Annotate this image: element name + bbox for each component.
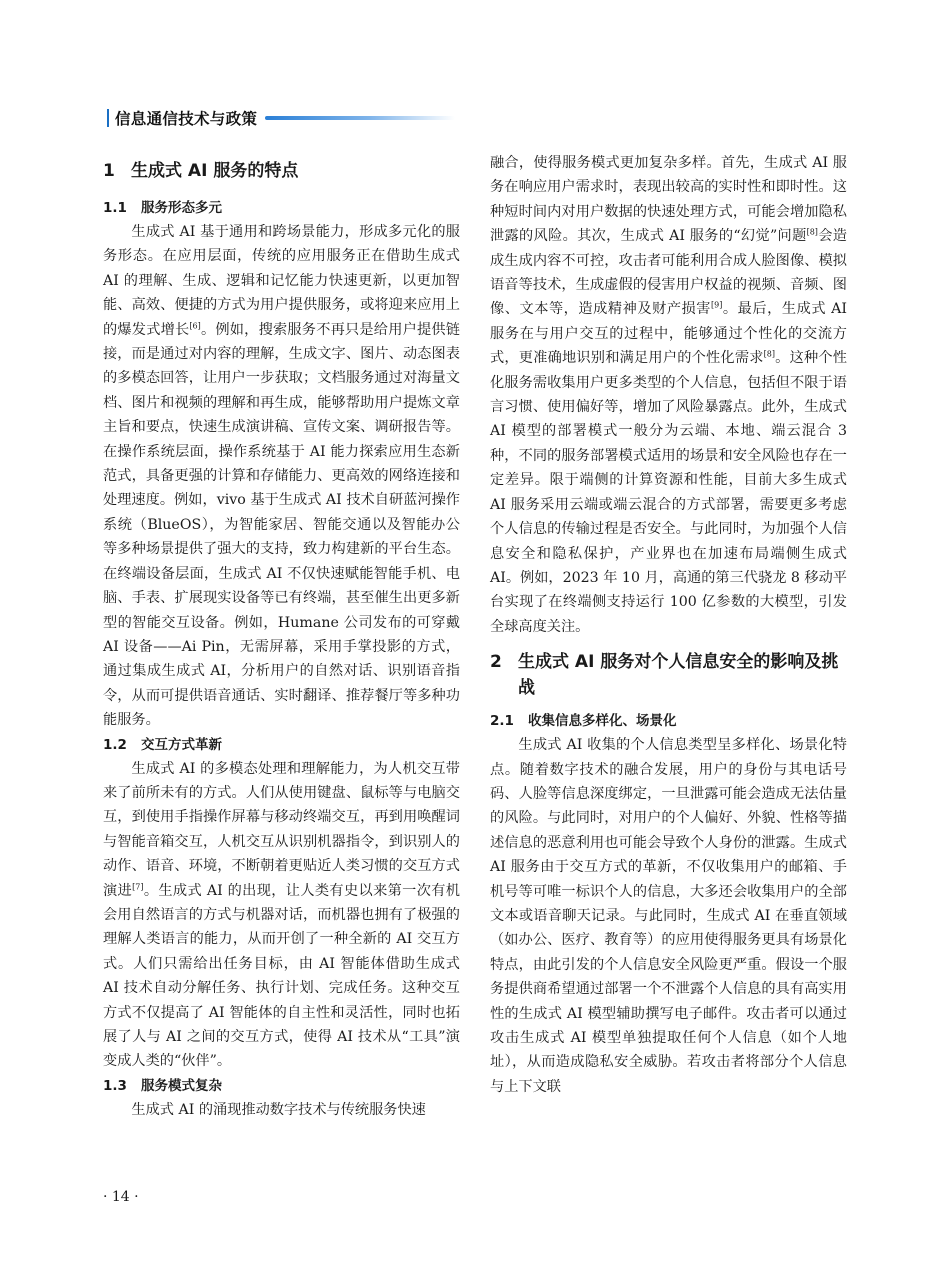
citation-ref: [8] [763, 349, 775, 359]
page-number: · 14 · [103, 1189, 139, 1205]
paragraph-1-2 [103, 757, 460, 1074]
paragraph-text: 生成式 AI 的涌现推动数字技术与传统服务快速 [131, 1101, 426, 1118]
paragraph-text: 生成式 AI 的多模态处理和理解能力，为人机交互带来了前所未有的方式。人们从使用键盘、鼠标等与电脑交互，到使用手指操作屏幕与移动终端交互，再到用唤醒词与智能音箱交互，人机交互从识别机器指令，到识别人的动作、语音、环境，不断朝着更贴近人类习惯的交互方式演进 [103, 760, 460, 899]
subsection-1-3-heading [103, 1074, 460, 1098]
paragraph-text: 生成式 AI 收集的个人信息类型呈多样化、场景化特点。随着数字技术的融合发展，用户的身份与其电话号码、人脸等信息深度绑定，一旦泄露可能会造成无法估量的风险。与此同时，对用户的个人偏好、外貌、性格等描述信息的恶意利用也可能会导致个人身份的泄露。生成式 AI 服务由于交互方式的革新，不仅收集用户的邮箱、手机号等可唯一标识个人的信息，大多还会收集用户的全部文本或语音聊天记录。与此同时，生成式 AI 在垂直领域（如办公、医疗、教育等）的应用使得服务更具有场景化特点，由此引发的个人信息安全风险更严重。假设一个服务提供商希望通过部署一个不泄露个人信息的具有高实用性的生成式 AI 模型辅助撰写电子邮件。攻击者可以通过攻击生成式 AI 模型单独提取任何个人信息（如个人地址），从而造成隐私安全威胁。若攻击者将部分个人信息与上下文联 [490, 737, 847, 1095]
paragraph-text: 会造成生成内容不可控，攻击者可能利用合成人脸图像、模拟语音等技术，生成虚假的侵害用户权益的视频、音频、图像、文本等，造成精神及财产损害 [490, 228, 847, 318]
paragraph-text: 。最后，生成式 AI 服务在与用户交互的过程中，能够通过个性化的交流方式，更准确地识别和满足用户的个性化需求 [490, 301, 847, 367]
section-title: 生成式 AI 服务对个人信息安全的影响及挑战 [518, 652, 839, 699]
subsection-number: 1.1 [103, 200, 127, 216]
running-header [107, 106, 455, 130]
subsection-number: 2.1 [490, 713, 514, 730]
header-section-title: 信息通信技术与政策 [115, 110, 258, 128]
citation-ref: [9] [711, 300, 723, 310]
section-2-heading [490, 649, 847, 701]
paragraph-1-1 [103, 220, 460, 733]
section-number: 1 [103, 161, 115, 181]
citation-ref: [7] [132, 881, 144, 891]
subsection-title: 服务形态多元 [141, 200, 222, 216]
paragraph-2-1 [490, 733, 847, 1099]
citation-ref: [8] [806, 227, 818, 237]
paragraph-text: 。例如，搜索服务不再只是给用户提供链接，而是通过对内容的理解，生成文字、图片、动态图表的多模态回答，让用户一步获取；文档服务通过对海量文档、图片和视频的理解和再生成，能够帮助用户提炼文章主旨和要点，快速生成演讲稿、宣传文案、调研报告等。在操作系统层面，操作系统基于 AI 能力探索应用生态新范式，具备更强的计算和存储能力、更高效的网络连接和处理速度。例如，vivo 基于生成式 AI 技术自研蓝河操作系统（BlueOS），为智能家居、智能交通以及智能办公等多种场景提供了强大的支持，致力构建新的平台生态。在终端设备层面，生成式 AI 不仅快速赋能智能手机、电脑、手表、扩展现实设备等已有终端，甚至催生出更多新型的智能交互设备。例如，Humane 公司发布的可穿戴 AI 设备——Ai Pin，无需屏幕，采用手掌投影的方式，通过集成生成式 AI，分析用户的自然对话、识别语音指令，从而可提供语音通话、实时翻译、推荐餐厅等多种功能服务。 [103, 321, 460, 729]
citation-ref: [6] [189, 320, 201, 330]
header-gradient-rule [265, 116, 455, 120]
paragraph-1-3-continued [490, 151, 847, 639]
paragraph-text: 。这种个性化服务需收集用户更多类型的个人信息，包括但不限于语言习惯、使用偏好等，增加了风险暴露点。此外，生成式 AI 模型的部署模式一般分为云端、本地、端云混合 3 种，不同的服务部署模式适用的场景和安全风险也存在一定差异。限于端侧的计算资源和性能，目前大多生成式 AI 服务采用云端或端云混合的方式部署，需要更多考虑个人信息的传输过程是否安全。与此同时，为加强个人信息安全和隐私保护，产业界也在加速布局端侧生成式 AI。例如，2023 年 10 月，高通的第三代骁龙 8 移动平台实现了在终端侧支持运行 100 亿参数的大模型，引发全球高度关注。 [490, 350, 847, 635]
paragraph-1-3 [103, 1098, 460, 1122]
subsection-1-2-heading [103, 733, 460, 757]
paragraph-text: 融合，使得服务模式更加复杂多样。首先，生成式 AI 服务在响应用户需求时，表现出较高的实时性和即时性。这种短时间内对用户数据的快速处理方式，可能会增加隐私泄露的风险。其次，生成式 AI 服务的“幻觉”问题 [490, 155, 847, 245]
subsection-title: 服务模式复杂 [141, 1077, 222, 1094]
subsection-title: 收集信息多样化、场景化 [528, 713, 677, 730]
section-1-heading [103, 158, 460, 184]
section-number: 2 [490, 652, 502, 673]
paragraph-text: 生成式 AI 基于通用和跨场景能力，形成多元化的服务形态。在应用层面，传统的应用服务正在借助生成式 AI 的理解、生成、逻辑和记忆能力快速更新，以更加智能、高效、便捷的方式为用户提供服务，或将迎来应用上的爆发式增长 [103, 224, 460, 338]
subsection-number: 1.3 [103, 1077, 127, 1094]
section-title: 生成式 AI 服务的特点 [131, 161, 299, 181]
left-column [103, 154, 460, 1122]
subsection-title: 交互方式革新 [141, 736, 222, 753]
subsection-number: 1.2 [103, 736, 127, 753]
right-column [490, 151, 847, 1099]
paragraph-text: 。生成式 AI 的出现，让人类有史以来第一次有机会用自然语言的方式与机器对话，而机器也拥有了极强的理解人类语言的能力，从而开创了一种全新的 AI 交互方式。人们只需给出任务目标，由 AI 智能体借助生成式 AI 技术自动分解任务、执行计划、完成任务。这种交互方式不仅提高了 AI 智能体的自主性和灵活性，同时也拓展了人与 AI 之间的交互方式，使得 AI 技术从“工具”演变成人类的“伙伴”。 [103, 882, 460, 1070]
header-accent-bar [107, 109, 109, 127]
subsection-1-1-heading [103, 196, 460, 220]
subsection-2-1-heading [490, 709, 847, 733]
